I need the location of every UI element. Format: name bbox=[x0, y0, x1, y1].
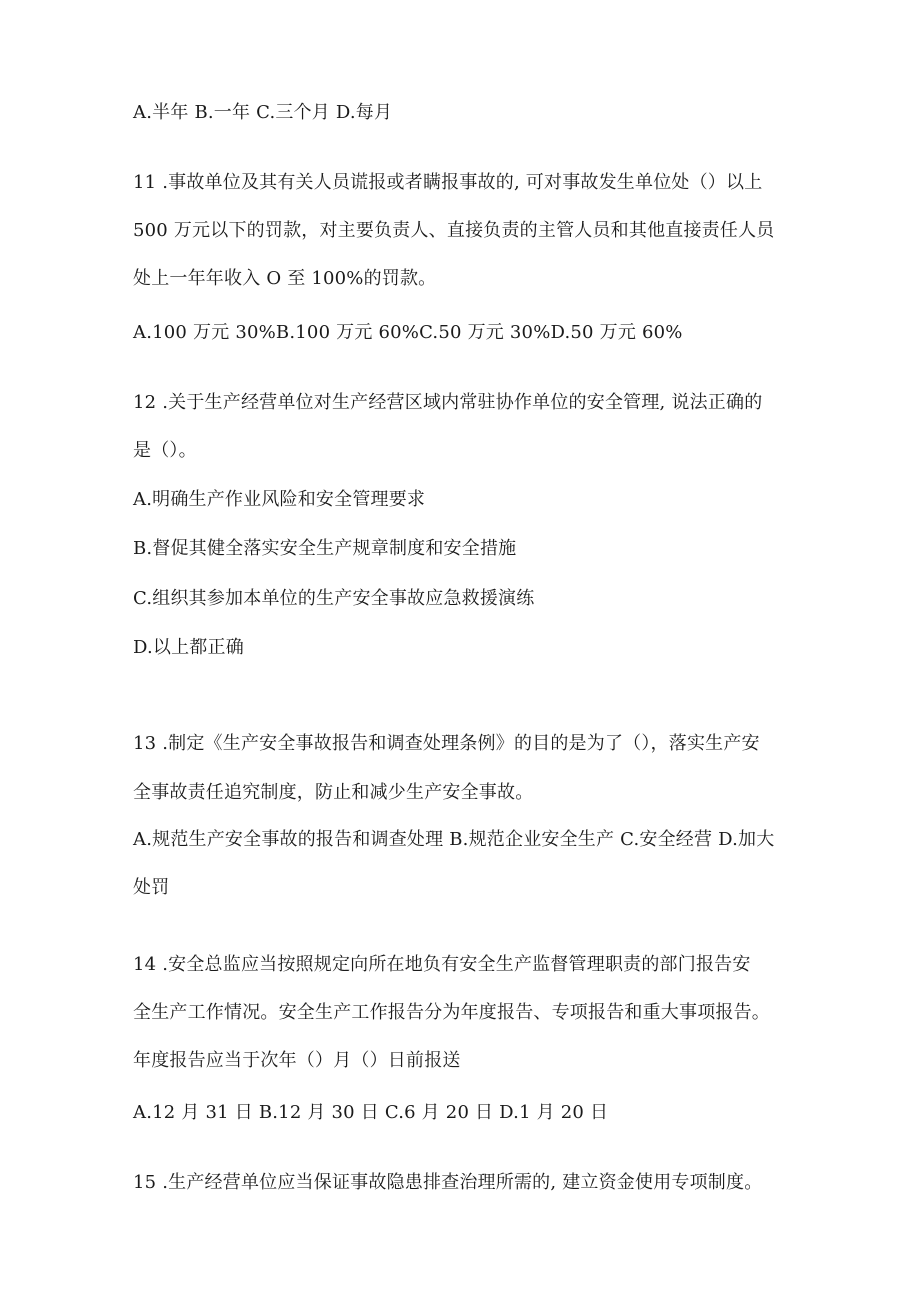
q14-stem-line2: 全生产工作情况。安全生产工作报告分为年度报告、专项报告和重大事项报告。 bbox=[133, 1002, 770, 1023]
q12-option-d: D.以上都正确 bbox=[133, 637, 244, 658]
q13-stem-line2: 全事故责任追究制度，防止和减少生产安全事故。 bbox=[133, 782, 534, 803]
q11-stem-line2: 500 万元以下的罚款，对主要负责人、直接负责的主管人员和其他直接责任人员 bbox=[133, 220, 775, 241]
q14-stem-line1: 14 .安全总监应当按照规定向所在地负有安全生产监督管理职责的部门报告安 bbox=[133, 954, 751, 975]
q14-stem-line3: 年度报告应当于次年（）月（）日前报送 bbox=[133, 1050, 461, 1071]
q12-option-a: A.明确生产作业风险和安全管理要求 bbox=[133, 489, 426, 510]
q11-options: A.100 万元 30%B.100 万元 60%C.50 万元 30%D.50 万元 60% bbox=[133, 322, 683, 343]
q12-option-c: C.组织其参加本单位的生产安全事故应急救援演练 bbox=[133, 588, 535, 609]
q13-options-line1: A.规范生产安全事故的报告和调查处理 B.规范企业安全生产 C.安全经营 D.加大 bbox=[133, 829, 775, 850]
q14-options: A.12 月 31 日 B.12 月 30 日 C.6 月 20 日 D.1 月 20 日 bbox=[133, 1102, 609, 1123]
q13-stem-line1: 13 .制定《生产安全事故报告和调查处理条例》的目的是为了（），落实生产安 bbox=[133, 733, 760, 754]
q11-stem-line3: 处上一年年收入 O 至 100%的罚款。 bbox=[133, 268, 437, 289]
q15-stem-line1: 15 .生产经营单位应当保证事故隐患排查治理所需的, 建立资金使用专项制度。 bbox=[133, 1172, 763, 1193]
q12-stem-line2: 是（）。 bbox=[133, 440, 197, 461]
q13-options-line2: 处罚 bbox=[133, 877, 170, 898]
q12-stem-line1: 12 .关于生产经营单位对生产经营区域内常驻协作单位的安全管理, 说法正确的 bbox=[133, 392, 763, 413]
q11-stem-line1: 11 .事故单位及其有关人员谎报或者瞒报事故的, 可对事故发生单位处（）以上 bbox=[133, 172, 763, 193]
q10-options: A.半年 B.一年 C.三个月 D.每月 bbox=[133, 102, 393, 123]
q12-option-b: B.督促其健全落实安全生产规章制度和安全措施 bbox=[133, 538, 517, 559]
